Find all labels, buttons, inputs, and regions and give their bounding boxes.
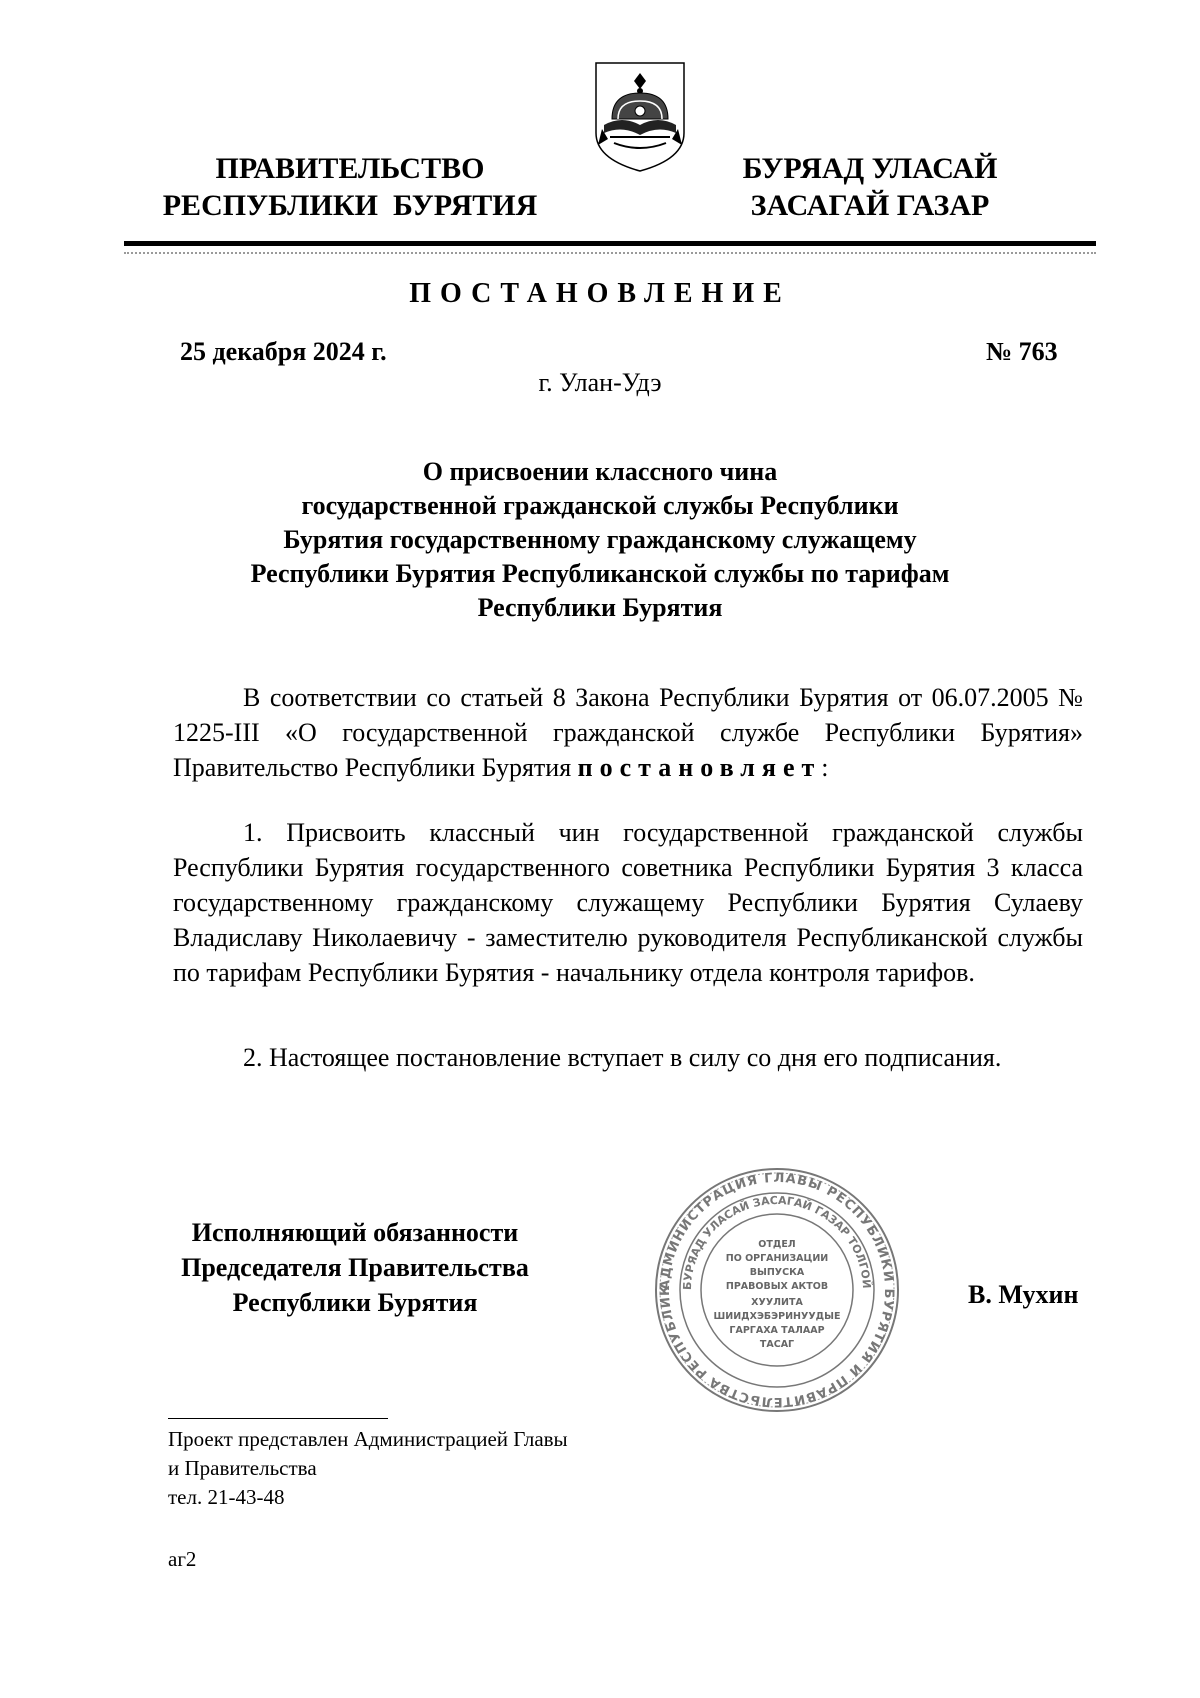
seal-center-line: ГАРГАХА ТАЛААР: [729, 1325, 825, 1336]
header-right-line2: ЗАСАГАЙ ГАЗАР: [750, 189, 990, 222]
title-line: О присвоении классного чина: [422, 457, 778, 486]
header-left-line1: ПРАВИТЕЛЬСТВО: [215, 152, 485, 185]
document-number: № 763: [986, 337, 1058, 366]
signatory-line1: Исполняющий обязанности: [191, 1218, 519, 1247]
header-right-line1: БУРЯАД УЛАСАЙ: [742, 152, 998, 185]
resolves-word: постановляет: [577, 753, 822, 782]
clause-2: 2. Настоящее постановление вступает в силу со дня его подписания.: [243, 1043, 1002, 1072]
seal-center-line: ПРАВОВЫХ АКТОВ: [725, 1281, 829, 1292]
preamble-text: В соответствии со статьей 8 Закона Республики Бурятия от 06.07.2005 № 1225-III «О государственной гражданской службе Республики Бурятия» Правительство Республики Бурятия: [173, 683, 1083, 782]
title-line: государственной гражданской службы Республики: [301, 491, 899, 520]
seal-center-line: ТАСАГ: [759, 1339, 795, 1350]
official-seal-icon: [652, 1165, 902, 1415]
signatory-line2: Председателя Правительства: [181, 1253, 529, 1282]
clause-1: 1. Присвоить классный чин государственной гражданской службы Республики Бурятия государственного советника Республики Бурятия 3 класса государственному гражданскому служащему Республики Бурятия Сулаеву Владиславу Николаевичу - заместителю руководителя Республиканской службы по тарифам Республики Бурятия - начальнику отдела контроля тарифов.: [173, 818, 1083, 987]
footnote-line2: и Правительства: [168, 1456, 317, 1480]
footnote: [168, 1425, 568, 1512]
document-code: аг2: [168, 1547, 197, 1571]
header-rule-thick: [124, 241, 1096, 246]
seal-outer-text: АДМИНИСТРАЦИЯ ГЛАВЫ РЕСПУБЛИКИ БУРЯТИЯ И ПРАВИТЕЛЬСТВА РЕСПУБЛИК: [657, 1170, 897, 1410]
signatory-name: В. Мухин: [968, 1280, 1079, 1309]
title-line: Бурятия государственному гражданскому служащему: [283, 525, 917, 554]
document-date: 25 декабря 2024 г.: [180, 337, 387, 366]
footnote-line3: тел. 21-43-48: [168, 1485, 285, 1509]
preamble-paragraph: [173, 680, 1083, 785]
signatory-title: [140, 1215, 570, 1320]
header-right: [700, 150, 1040, 224]
seal-center-line: ХУУЛИТА: [751, 1297, 803, 1308]
document-type: ПОСТАНОВЛЕНИЕ: [409, 278, 791, 309]
footnote-line1: Проект представлен Администрацией Главы: [168, 1427, 568, 1451]
seal-center-line: ПО ОРГАНИЗАЦИИ: [725, 1253, 829, 1264]
header-rule-thin: [124, 252, 1096, 254]
header-left: [150, 150, 550, 224]
seal-inner-text: БУРЯАД УЛАСАЙ ЗАСАГАЙ ГАЗАР ТОЛГОЙ: [680, 1193, 874, 1291]
header-left-line2: РЕСПУБЛИКИ БУРЯТИЯ: [162, 189, 538, 222]
seal-center-line: ВЫПУСКА: [749, 1267, 805, 1278]
document-city: г. Улан-Удэ: [538, 368, 662, 397]
seal-center-line: ОТДЕЛ: [758, 1239, 796, 1250]
document-title: [200, 455, 1000, 625]
coat-of-arms-icon: [590, 55, 690, 175]
title-line: Республики Бурятия: [477, 593, 723, 622]
preamble-colon: :: [821, 753, 829, 782]
seal-center-line: ШИИДХЭБЭРИНУУДЫЕ: [713, 1311, 841, 1322]
title-line: Республики Бурятия Республиканской службы по тарифам: [250, 559, 950, 588]
footnote-rule: [168, 1418, 388, 1419]
signatory-line3: Республики Бурятия: [232, 1288, 478, 1317]
